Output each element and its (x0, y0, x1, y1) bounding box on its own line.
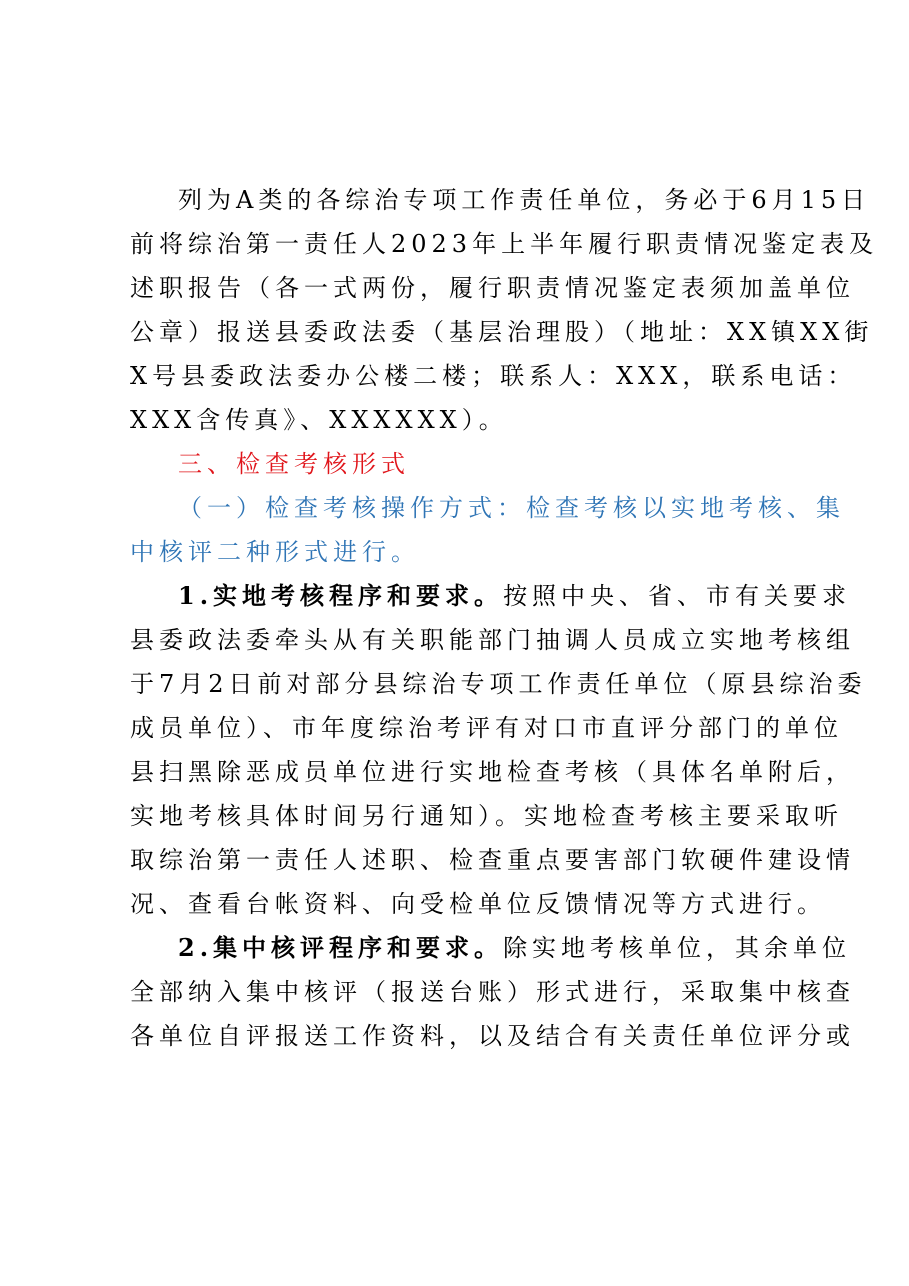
item-1-lead: 1.实地考核程序和要求。 (178, 581, 504, 610)
item-1-first-line (130, 574, 852, 618)
paragraph-line: 实地考核具体时间另行通知）。实地检查考核主要采取听 (130, 802, 843, 830)
paragraph-line: 于7月2日前对部分县综治专项工作责任单位（原县综治委 (130, 670, 867, 698)
item-2-first-line (130, 926, 852, 970)
paragraph-line: 各单位自评报送工作资料，以及结合有关责任单位评分或 (130, 1022, 855, 1050)
paragraph-line: 取综治第一责任人述职、检查重点要害部门软硬件建设情 (130, 846, 855, 874)
paragraph-line: 况、查看台帐资料、向受检单位反馈情况等方式进行。 (130, 890, 826, 918)
paragraph-line: XXX含传真》、XXXXXX）。 (130, 406, 508, 434)
paragraph-line: 述职报告（各一式两份，履行职责情况鉴定表须加盖单位 (130, 274, 855, 302)
paragraph-line: X号县委政法委办公楼二楼；联系人：XXX，联系电话： (130, 362, 857, 390)
paragraph-line: 成员单位）、市年度综治考评有对口市直评分部门的单位 (130, 714, 843, 742)
item-1-first-rest: 按照中央、省、市有关要求 (503, 582, 852, 610)
paragraph-line: 县扫黑除恶成员单位进行实地检查考核（具体名单附后， (130, 758, 855, 786)
item-2-lead: 2.集中核评程序和要求。 (178, 933, 504, 962)
subsection-heading-line: （一）检查考核操作方式：检查考核以实地考核、集 (178, 494, 845, 522)
section-heading: 三、检查考核形式 (178, 450, 410, 478)
item-2-first-rest: 除实地考核单位，其余单位 (503, 934, 852, 962)
document-body (130, 178, 879, 1058)
subsection-heading-line: 中核评二种形式进行。 (130, 538, 420, 566)
paragraph-line: 县委政法委牵头从有关职能部门抽调人员成立实地考核组 (130, 626, 855, 654)
paragraph-line: 前将综治第一责任人2023年上半年履行职责情况鉴定表及 (130, 230, 879, 258)
paragraph-line: 公章）报送县委政法委（基层治理股）（地址：XX镇XX街 (130, 318, 874, 346)
paragraph-line: 列为A类的各综治专项工作责任单位，务必于6月15日 (178, 186, 871, 214)
paragraph-line: 全部纳入集中核评（报送台账）形式进行，采取集中核查 (130, 978, 855, 1006)
